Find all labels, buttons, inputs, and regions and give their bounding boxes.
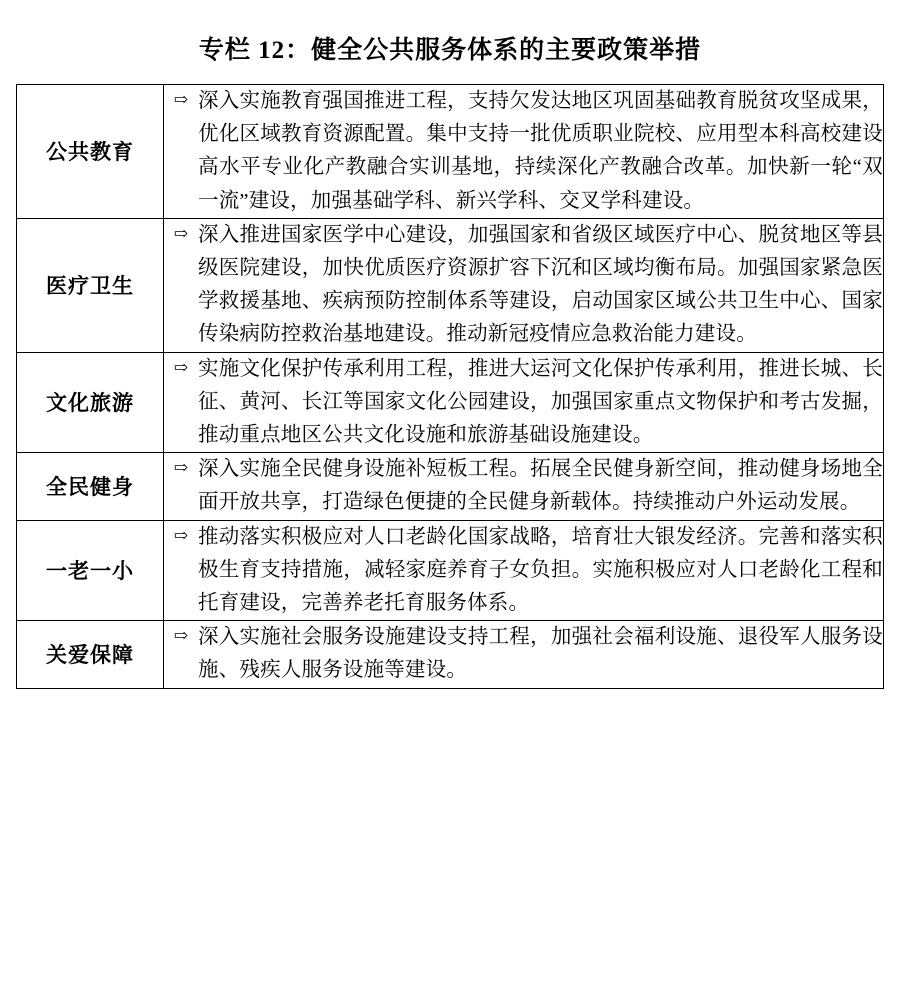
measure-cell	[164, 85, 884, 219]
arrow-right-icon: ⇨	[173, 357, 189, 377]
table-row	[17, 453, 884, 520]
measure-text: 深入实施全民健身设施补短板工程。拓展全民健身新空间，推动健身场地全面开放共享，打造绿色便捷的全民健身新载体。持续推动户外运动发展。	[198, 458, 883, 514]
table-row	[17, 352, 884, 453]
category-label: 一老一小	[17, 520, 164, 621]
category-label: 公共教育	[17, 85, 164, 219]
measure-cell	[164, 621, 884, 688]
table-row	[17, 218, 884, 352]
category-label: 关爱保障	[17, 621, 164, 688]
category-label: 医疗卫生	[17, 218, 164, 352]
measure-text: 深入实施教育强国推进工程，支持欠发达地区巩固基础教育脱贫攻坚成果，优化区域教育资源配置。集中支持一批优质职业院校、应用型本科高校建设高水平专业化产教融合实训基地，持续深化产教融合改革。加快新一轮“双一流”建设，加强基础学科、新兴学科、交叉学科建设。	[198, 90, 883, 212]
measure-text: 推动落实积极应对人口老龄化国家战略，培育壮大银发经济。完善和落实积极生育支持措施，减轻家庭养育子女负担。实施积极应对人口老龄化工程和托育建设，完善养老托育服务体系。	[198, 525, 883, 615]
policy-measures-table	[16, 84, 884, 689]
measure-text: 深入实施社会服务设施建设支持工程，加强社会福利设施、退役军人服务设施、残疾人服务设施等建设。	[198, 626, 883, 682]
arrow-right-icon: ⇨	[173, 626, 189, 646]
measure-cell	[164, 352, 884, 453]
table-row	[17, 85, 884, 219]
arrow-right-icon: ⇨	[173, 525, 189, 545]
arrow-right-icon: ⇨	[173, 90, 189, 109]
page-title: 专栏 12：健全公共服务体系的主要政策举措	[198, 37, 702, 64]
measure-cell	[164, 218, 884, 352]
arrow-right-icon: ⇨	[173, 458, 189, 478]
measure-cell	[164, 453, 884, 520]
table-row	[17, 621, 884, 688]
table-row	[17, 520, 884, 621]
measure-text: 深入推进国家医学中心建设，加强国家和省级区域医疗中心、脱贫地区等县级医院建设，加快优质医疗资源扩容下沉和区域均衡布局。加强国家紧急医学救援基地、疾病预防控制体系等建设，启动国家区域公共卫生中心、国家传染病防控救治基地建设。推动新冠疫情应急救治能力建设。	[198, 223, 883, 346]
arrow-right-icon: ⇨	[173, 223, 189, 243]
category-label: 文化旅游	[17, 352, 164, 453]
measure-cell	[164, 520, 884, 621]
category-label: 全民健身	[17, 453, 164, 520]
measure-text: 实施文化保护传承利用工程，推进大运河文化保护传承利用，推进长城、长征、黄河、长江等国家文化公园建设，加强国家重点文物保护和考古发掘，推动重点地区公共文化设施和旅游基础设施建设。	[198, 357, 883, 447]
